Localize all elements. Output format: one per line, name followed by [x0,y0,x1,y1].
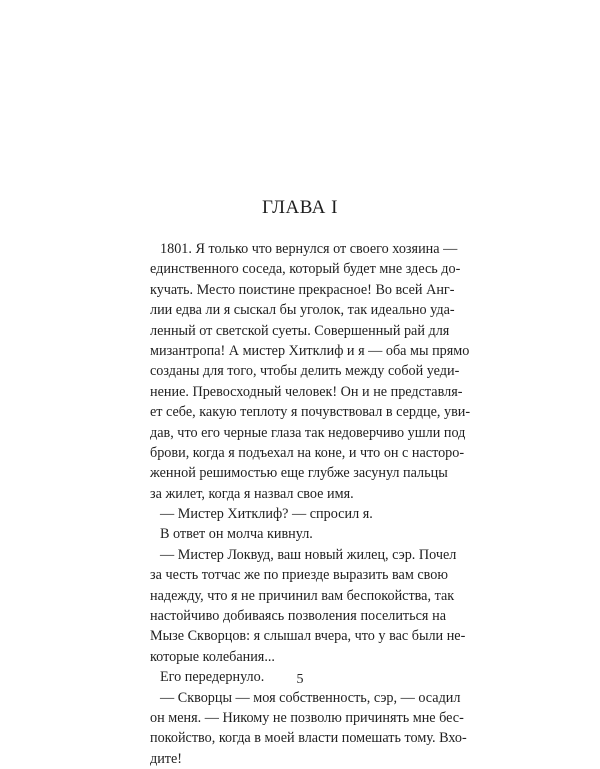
text-line: — Мистер Локвуд, ваш новый жилец, сэр. Почел [160,546,457,563]
text-line: дав, что его черные глаза так недоверчиво ушли под [150,424,466,441]
text-line: 1801. Я только что вернулся от своего хозяина — [160,241,458,257]
text-line: единственного соседа, который будет мне здесь до- [150,261,461,278]
text-line: покойство, когда в моей власти помешать тому. Вхо- [150,730,467,747]
text-line: ет себе, какую теплоту я почувствовал в сердце, уви- [150,404,471,421]
chapter-title: ГЛАВА I [262,197,338,218]
text-line: кучать. Место поистине прекрасное! Во всей Анг- [150,281,455,298]
text-line: ленный от светской суеты. Совершенный рай для [150,322,450,339]
page-number: 5 [296,672,304,687]
text-line: женной решимостью еще глубже засунул пальцы [150,465,448,482]
text-line: за честь тотчас же по приезде выразить вам свою [150,567,448,584]
text-line: дите! [150,750,183,767]
chapter-text [150,239,471,769]
text-line: мизантропа! А мистер Хитклиф и я — оба мы прямо [150,342,470,359]
text-line: надежду, что я не причинил вам беспокойства, так [150,587,455,604]
text-line: В ответ он молча кивнул. [160,526,313,543]
text-line: созданы для того, чтобы делить между собой уеди- [150,363,460,380]
text-line: — Скворцы — моя собственность, сэр, — осадил [160,689,461,706]
text-line: брови, когда я подъехал на коне, и что он с насторо- [150,444,465,461]
text-line: — Мистер Хитклиф? — спросил я. [160,506,373,523]
text-line: которые колебания... [150,648,275,665]
text-line: лии едва ли я сыскал бы уголок, так идеально уда- [150,302,455,319]
text-line: Мызе Скворцов: я слышал вчера, что у вас были не- [150,628,466,645]
text-line: он меня. — Никому не позволю причинять мне бес- [150,709,464,726]
text-line: настойчиво добиваясь позволения поселиться на [150,608,446,625]
text-line: нение. Превосходный человек! Он и не представля- [150,383,463,400]
text-line: за жилет, когда я назвал свое имя. [150,485,354,502]
text-line: Его передернуло. [160,669,265,686]
